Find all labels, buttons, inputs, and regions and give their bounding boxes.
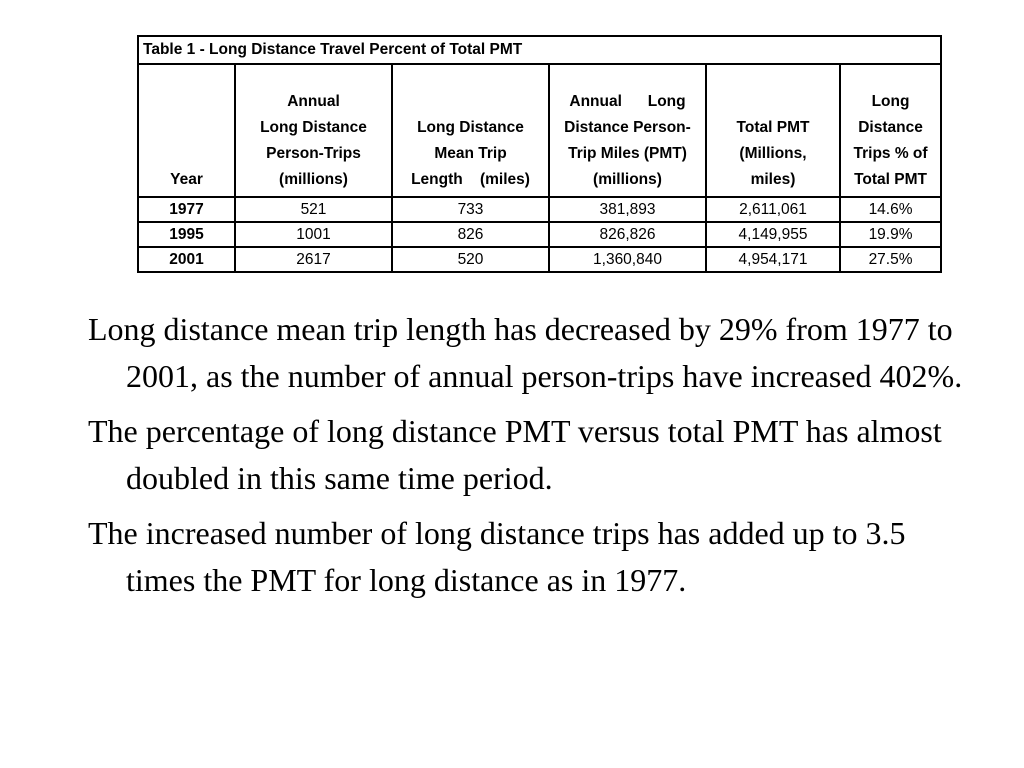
finding-item: The percentage of long distance PMT versus total PMT has almost doubled in this same time period. xyxy=(88,413,942,496)
header-long-distance-percent xyxy=(840,64,941,197)
header-line: Total PMT xyxy=(854,171,927,188)
cell-year: 1995 xyxy=(138,222,235,247)
cell-person-trips: 2617 xyxy=(235,247,392,272)
cell-long-distance-percent: 14.6% xyxy=(840,197,941,222)
cell-person-trips: 521 xyxy=(235,197,392,222)
finding-item: Long distance mean trip length has decreased by 29% from 1977 to 2001, as the number of annual person-trips have increased 402%. xyxy=(88,311,963,394)
header-line: Length (miles) xyxy=(411,171,530,188)
cell-person-trips: 1001 xyxy=(235,222,392,247)
findings-list xyxy=(88,306,968,612)
header-line: Long xyxy=(871,93,910,110)
table-row xyxy=(138,247,941,272)
cell-mean-trip-length: 520 xyxy=(392,247,549,272)
cell-total-pmt: 4,149,955 xyxy=(706,222,840,247)
header-mean-trip-length xyxy=(392,64,549,197)
header-line: Trips % of xyxy=(853,145,928,162)
header-line: Mean Trip xyxy=(434,145,507,162)
header-line: Year xyxy=(170,171,203,188)
table-caption: Table 1 - Long Distance Travel Percent of Total PMT xyxy=(138,36,941,64)
finding-item: The increased number of long distance trips has added up to 3.5 times the PMT for long distance as in 1977. xyxy=(88,515,906,598)
header-line: (Millions, xyxy=(739,145,807,162)
cell-person-trip-miles: 1,360,840 xyxy=(549,247,706,272)
header-line: Annual xyxy=(287,93,340,110)
table-row xyxy=(138,222,941,247)
table-caption-row xyxy=(138,36,941,64)
table-row xyxy=(138,197,941,222)
cell-long-distance-percent: 19.9% xyxy=(840,222,941,247)
header-line: Total PMT xyxy=(736,119,810,136)
header-line: Long Distance xyxy=(260,119,367,136)
header-line: Annual Long xyxy=(569,93,686,110)
header-line: Distance Person- xyxy=(564,119,691,136)
cell-long-distance-percent: 27.5% xyxy=(840,247,941,272)
header-line: (millions) xyxy=(593,171,662,188)
header-person-trip-miles xyxy=(549,64,706,197)
travel-data-table xyxy=(137,35,942,273)
cell-mean-trip-length: 826 xyxy=(392,222,549,247)
header-line: miles) xyxy=(750,171,796,188)
cell-total-pmt: 4,954,171 xyxy=(706,247,840,272)
header-line: Long Distance xyxy=(417,119,524,136)
header-person-trips xyxy=(235,64,392,197)
cell-year: 1977 xyxy=(138,197,235,222)
header-line: Distance xyxy=(858,119,923,136)
header-line: Person-Trips xyxy=(266,145,361,162)
header-line: (millions) xyxy=(279,171,348,188)
cell-person-trip-miles: 381,893 xyxy=(549,197,706,222)
header-line: Trip Miles (PMT) xyxy=(568,145,687,162)
cell-mean-trip-length: 733 xyxy=(392,197,549,222)
header-year xyxy=(138,64,235,197)
cell-year: 2001 xyxy=(138,247,235,272)
table-header-row xyxy=(138,64,941,197)
cell-person-trip-miles: 826,826 xyxy=(549,222,706,247)
cell-total-pmt: 2,611,061 xyxy=(706,197,840,222)
header-total-pmt xyxy=(706,64,840,197)
